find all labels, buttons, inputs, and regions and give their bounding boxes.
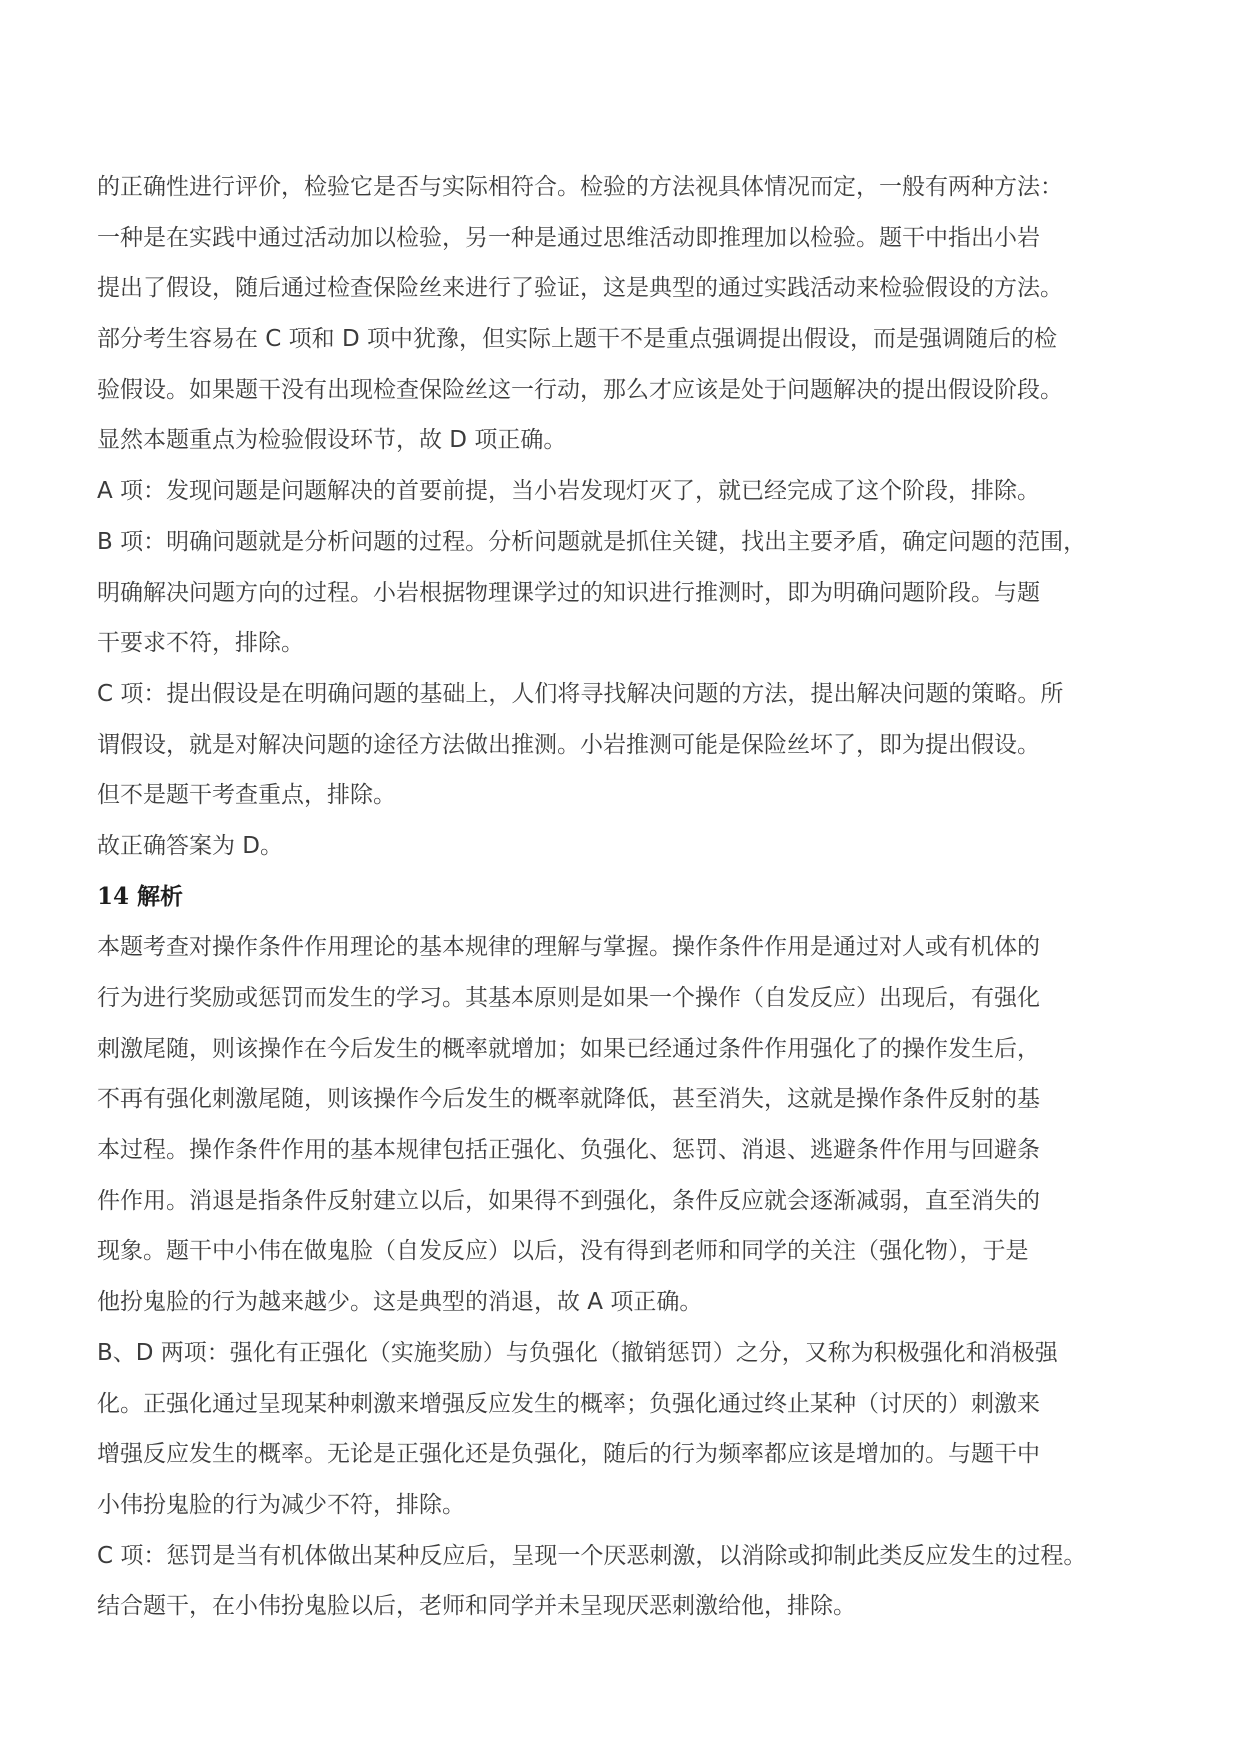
answer-analysis-text [97, 162, 1177, 1632]
text-line: 行为进行奖励或惩罚而发生的学习。其基本原则是如果一个操作（自发反应）出现后，有强化 [97, 985, 1040, 1011]
text-line: C 项：提出假设是在明确问题的基础上，人们将寻找解决问题的方法，提出解决问题的策略。所 [97, 680, 1064, 707]
text-line: 件作用。消退是指条件反射建立以后，如果得不到强化，条件反应就会逐渐减弱，直至消失的 [97, 1187, 1040, 1214]
text-line: 不再有强化刺激尾随，则该操作今后发生的概率就降低，甚至消失，这就是操作条件反射的基 [97, 1086, 1040, 1113]
text-line: 验假设。如果题干没有出现检查保险丝这一行动，那么才应该是处于问题解决的提出假设阶段。 [97, 376, 1063, 403]
text-line: C 项：惩罚是当有机体做出某种反应后，呈现一个厌恶刺激，以消除或抑制此类反应发生的过程。 [97, 1542, 1087, 1569]
text-line: 干要求不符，排除。 [97, 630, 304, 657]
text-line: 提出了假设，随后通过检查保险丝来进行了验证，这是典型的通过实践活动来检验假设的方法。 [97, 275, 1063, 302]
section-heading: 14 解析 [97, 882, 184, 910]
text-line: B 项：明确问题就是分析问题的过程。分析问题就是抓住关键，找出主要矛盾，确定问题的范围， [97, 528, 1087, 555]
text-line: 一种是在实践中通过活动加以检验，另一种是通过思维活动即推理加以检验。题干中指出小岩 [97, 224, 1040, 251]
text-line: B、D 两项：强化有正强化（实施奖励）与负强化（撤销惩罚）之分，又称为积极强化和消极强 [97, 1339, 1058, 1366]
text-line: 增强反应发生的概率。无论是正强化还是负强化，随后的行为频率都应该是增加的。与题干中 [97, 1441, 1040, 1468]
text-line: 本题考查对操作条件作用理论的基本规律的理解与掌握。操作条件作用是通过对人或有机体的 [97, 934, 1040, 961]
text-line: 他扮鬼脸的行为越来越少。这是典型的消退，故 A 项正确。 [97, 1289, 703, 1316]
text-line: 故正确答案为 D。 [97, 832, 284, 859]
text-line: 结合题干，在小伟扮鬼脸以后，老师和同学并未呈现厌恶刺激给他，排除。 [97, 1593, 856, 1620]
text-line: 的正确性进行评价，检验它是否与实际相符合。检验的方法视具体情况而定，一般有两种方法： [97, 174, 1063, 200]
text-line: 化。正强化通过呈现某种刺激来增强反应发生的概率；负强化通过终止某种（讨厌的）刺激来 [97, 1390, 1040, 1417]
text-line: 但不是题干考查重点，排除。 [97, 782, 396, 809]
text-line: 谓假设，就是对解决问题的途径方法做出推测。小岩推测可能是保险丝坏了，即为提出假设。 [97, 731, 1040, 758]
text-line: 现象。题干中小伟在做鬼脸（自发反应）以后，没有得到老师和同学的关注（强化物），于是 [97, 1238, 1029, 1265]
text-line: 明确解决问题方向的过程。小岩根据物理课学过的知识进行推测时，即为明确问题阶段。与题 [97, 579, 1040, 606]
text-line: 刺激尾随，则该操作在今后发生的概率就增加；如果已经通过条件作用强化了的操作发生后， [97, 1035, 1040, 1062]
text-line: 本过程。操作条件作用的基本规律包括正强化、负强化、惩罚、消退、逃避条件作用与回避条 [97, 1137, 1040, 1164]
text-line: 小伟扮鬼脸的行为减少不符，排除。 [97, 1491, 465, 1518]
text-line: A 项：发现问题是问题解决的首要前提，当小岩发现灯灭了，就已经完成了这个阶段，排除。 [97, 478, 1041, 505]
text-line: 部分考生容易在 C 项和 D 项中犹豫，但实际上题干不是重点强调提出假设，而是强调随后的检 [97, 326, 1058, 353]
text-line: 显然本题重点为检验假设环节，故 D 项正确。 [97, 427, 567, 454]
